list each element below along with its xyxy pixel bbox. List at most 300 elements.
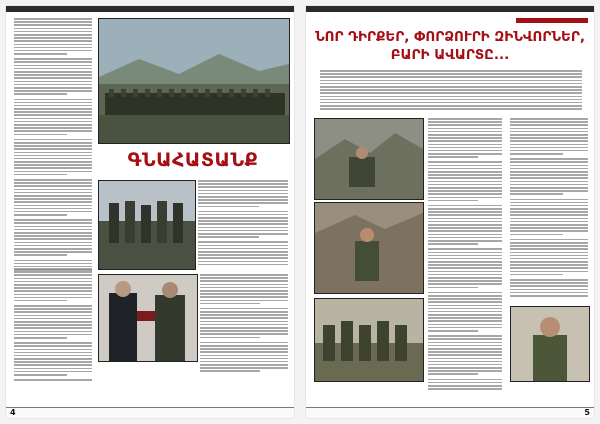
text-line	[428, 200, 478, 202]
text-line	[428, 161, 502, 163]
left-text-column-lower	[14, 268, 92, 382]
text-line	[200, 308, 288, 310]
section-label-bar	[516, 18, 588, 23]
text-line	[428, 221, 502, 223]
mountain-post-photo	[314, 118, 424, 200]
text-line	[428, 373, 478, 375]
text-line	[320, 70, 582, 72]
text-line	[14, 315, 92, 317]
text-line	[428, 224, 502, 226]
text-line	[510, 234, 563, 236]
text-line	[14, 155, 92, 157]
text-line	[320, 73, 582, 75]
text-line	[510, 285, 588, 287]
text-line	[510, 248, 588, 250]
text-line	[14, 208, 92, 210]
headline-line-1: ՆՈՐ ԴԻՐՔԵՐ, ՓՈՐՁՈՒՐԻ ԶԻՆՎՈՐՆԵՐ,	[314, 29, 586, 45]
text-line	[428, 351, 502, 353]
text-line	[428, 258, 502, 260]
text-line	[198, 202, 288, 204]
text-line	[428, 385, 502, 387]
text-line	[510, 165, 588, 167]
text-line	[510, 147, 588, 149]
text-line	[428, 308, 502, 310]
text-line	[14, 108, 92, 110]
text-line	[320, 76, 582, 78]
text-line	[14, 114, 92, 116]
text-line	[198, 261, 288, 263]
text-line	[510, 282, 588, 284]
lower-right-text-column	[200, 274, 288, 376]
lead-paragraph	[320, 70, 582, 111]
text-line	[198, 214, 288, 216]
text-line	[428, 314, 502, 316]
text-line	[14, 274, 92, 276]
text-line	[14, 18, 92, 20]
text-line	[14, 142, 92, 144]
text-line	[428, 382, 502, 384]
text-line	[510, 258, 588, 260]
text-line	[200, 330, 288, 332]
text-line	[200, 284, 288, 286]
text-line	[428, 240, 502, 242]
text-line	[428, 193, 502, 195]
text-line	[198, 248, 288, 250]
text-line	[14, 219, 92, 221]
text-line	[320, 102, 582, 104]
text-line	[428, 140, 502, 142]
text-line	[320, 92, 582, 94]
soldier-portrait-photo	[510, 306, 590, 382]
text-line	[510, 177, 588, 179]
group-soldiers-photo	[314, 298, 424, 382]
text-line	[428, 124, 502, 126]
text-line	[510, 261, 588, 263]
text-line	[428, 324, 502, 326]
text-line	[14, 278, 92, 280]
text-line	[428, 330, 478, 332]
text-line	[320, 83, 582, 85]
text-line	[200, 327, 288, 329]
text-line	[428, 267, 502, 269]
text-line	[14, 28, 92, 30]
text-line	[428, 218, 502, 220]
text-line	[510, 174, 588, 176]
text-line	[14, 368, 92, 370]
text-line	[14, 297, 92, 299]
text-line	[200, 287, 288, 289]
right-page-number: 5	[584, 408, 590, 417]
text-line	[428, 121, 502, 123]
text-line	[510, 161, 588, 163]
text-line	[428, 345, 502, 347]
feature-title: ԳՆԱՀԱՏԱՆՔ	[127, 149, 259, 171]
text-line	[14, 171, 92, 173]
text-line	[510, 208, 588, 210]
text-line	[198, 180, 288, 182]
text-line	[428, 287, 478, 289]
text-line	[14, 130, 92, 132]
text-line	[14, 235, 92, 237]
text-line	[14, 198, 92, 200]
text-line	[428, 264, 502, 266]
text-line	[428, 208, 502, 210]
text-line	[428, 234, 502, 236]
right-page-header-bar	[306, 6, 594, 12]
text-line	[428, 118, 502, 120]
text-line	[510, 168, 588, 170]
text-line	[320, 99, 582, 101]
text-line	[510, 221, 588, 223]
text-line	[200, 351, 288, 353]
text-line	[14, 245, 92, 247]
text-line	[428, 147, 502, 149]
text-line	[428, 338, 502, 340]
text-line	[14, 349, 92, 351]
text-line	[510, 190, 588, 192]
text-line	[510, 181, 588, 183]
text-line	[510, 137, 588, 139]
text-line	[428, 171, 502, 173]
text-line	[14, 31, 92, 33]
text-line	[14, 308, 92, 310]
text-line	[510, 230, 588, 232]
text-line	[428, 190, 502, 192]
text-line	[510, 289, 588, 291]
text-line	[428, 168, 502, 170]
text-line	[14, 211, 92, 213]
text-line	[510, 193, 563, 195]
text-line	[320, 86, 582, 88]
text-line	[428, 342, 502, 344]
text-line	[510, 131, 588, 133]
text-line	[198, 190, 288, 192]
text-line	[510, 171, 588, 173]
text-line	[428, 348, 502, 350]
text-line	[198, 233, 288, 235]
text-line	[14, 364, 92, 366]
text-line	[14, 50, 92, 52]
text-line	[14, 254, 67, 256]
text-line	[428, 367, 502, 369]
text-line	[14, 21, 92, 23]
text-line	[428, 388, 502, 390]
text-line	[14, 214, 67, 216]
text-line	[198, 193, 288, 195]
text-line	[320, 89, 582, 91]
text-line	[320, 105, 582, 107]
text-line	[14, 281, 92, 283]
text-line	[14, 192, 92, 194]
text-line	[510, 264, 588, 266]
text-line	[14, 68, 92, 70]
text-line	[14, 34, 92, 36]
text-line	[510, 252, 588, 254]
text-line	[198, 217, 288, 219]
text-line	[14, 324, 92, 326]
text-line	[428, 358, 502, 360]
text-line	[428, 292, 502, 294]
text-line	[14, 379, 92, 381]
text-line	[428, 137, 502, 139]
text-line	[14, 90, 92, 92]
text-line	[428, 361, 502, 363]
text-line	[200, 303, 260, 305]
text-line	[200, 321, 288, 323]
headline	[314, 28, 586, 64]
text-line	[14, 355, 92, 357]
text-line	[14, 352, 92, 354]
text-line	[428, 252, 502, 254]
text-line	[428, 305, 502, 307]
text-line	[428, 211, 502, 213]
text-line	[428, 165, 502, 167]
text-line	[14, 105, 92, 107]
text-line	[428, 156, 478, 158]
text-line	[200, 300, 288, 302]
text-line	[510, 140, 588, 142]
text-line	[198, 245, 288, 247]
right-page	[306, 6, 594, 418]
text-line	[14, 374, 67, 376]
text-line	[200, 337, 260, 339]
award-ceremony-photo	[98, 274, 198, 362]
text-line	[14, 251, 92, 253]
text-line	[14, 148, 92, 150]
text-line	[14, 311, 92, 313]
text-line	[200, 314, 288, 316]
text-line	[14, 134, 67, 136]
middle-text-column	[198, 180, 288, 267]
text-line	[428, 280, 502, 282]
text-line	[198, 199, 288, 201]
text-line	[510, 295, 588, 297]
text-line	[14, 205, 92, 207]
text-line	[14, 371, 92, 373]
text-line	[14, 93, 67, 95]
text-line	[510, 267, 588, 269]
text-line	[198, 206, 259, 208]
text-line	[14, 361, 92, 363]
text-line	[428, 177, 502, 179]
text-line	[428, 320, 502, 322]
text-line	[14, 238, 92, 240]
text-line	[14, 58, 92, 60]
text-line	[14, 294, 92, 296]
text-line	[428, 134, 502, 136]
text-line	[14, 260, 92, 262]
text-line	[428, 277, 502, 279]
text-line	[200, 364, 288, 366]
right-page-footer	[306, 407, 594, 418]
left-page	[6, 6, 294, 418]
text-line	[428, 379, 502, 381]
left-page-number: 4	[10, 408, 16, 417]
officers-photo	[98, 180, 196, 270]
text-line	[14, 37, 92, 39]
text-line	[428, 181, 502, 183]
text-line	[14, 121, 92, 123]
left-page-header-bar	[6, 6, 294, 12]
text-line	[14, 65, 92, 67]
text-line	[198, 230, 288, 232]
text-line	[200, 293, 288, 295]
text-line	[14, 248, 92, 250]
text-line	[510, 242, 588, 244]
text-line	[510, 153, 563, 155]
text-line	[14, 53, 67, 55]
text-line	[428, 364, 502, 366]
text-line	[198, 227, 288, 229]
right-text-column-1	[428, 118, 502, 391]
text-line	[510, 184, 588, 186]
text-line	[428, 197, 502, 199]
text-line	[198, 264, 288, 266]
text-line	[14, 179, 92, 181]
text-line	[428, 317, 502, 319]
text-line	[14, 284, 92, 286]
text-line	[428, 298, 502, 300]
text-line	[200, 358, 288, 360]
text-line	[198, 241, 288, 243]
text-line	[14, 61, 92, 63]
text-line	[428, 354, 502, 356]
text-line	[510, 271, 588, 273]
text-line	[14, 300, 67, 302]
text-line	[14, 158, 92, 160]
text-line	[428, 243, 478, 245]
text-line	[200, 280, 288, 282]
text-line	[198, 186, 288, 188]
text-line	[510, 227, 588, 229]
text-line	[510, 211, 588, 213]
text-line	[14, 24, 92, 26]
text-line	[200, 290, 288, 292]
text-line	[14, 201, 92, 203]
text-line	[14, 44, 92, 46]
text-line	[428, 150, 502, 152]
text-line	[14, 74, 92, 76]
text-line	[200, 367, 288, 369]
text-line	[14, 226, 92, 228]
text-line	[14, 152, 92, 154]
text-line	[428, 248, 502, 250]
text-line	[14, 102, 92, 104]
text-line	[428, 144, 502, 146]
text-line	[200, 296, 288, 298]
right-text-column-2	[510, 118, 588, 298]
text-line	[428, 301, 502, 303]
text-line	[510, 158, 588, 160]
text-line	[14, 167, 92, 169]
text-line	[14, 268, 92, 270]
text-line	[200, 333, 288, 335]
text-line	[14, 182, 92, 184]
text-line	[510, 124, 588, 126]
text-line	[428, 184, 502, 186]
text-line	[200, 370, 260, 372]
text-line	[14, 189, 92, 191]
text-line	[200, 361, 288, 363]
text-line	[14, 124, 92, 126]
text-line	[14, 40, 92, 42]
text-line	[428, 327, 502, 329]
text-line	[14, 127, 92, 129]
text-line	[198, 183, 288, 185]
text-line	[428, 335, 502, 337]
text-line	[198, 223, 288, 225]
text-line	[428, 205, 502, 207]
text-line	[14, 321, 92, 323]
text-line	[198, 254, 288, 256]
text-line	[14, 263, 92, 265]
text-line	[510, 224, 588, 226]
text-line	[14, 81, 92, 83]
text-line	[200, 324, 288, 326]
text-line	[200, 277, 288, 279]
text-line	[428, 214, 502, 216]
text-line	[200, 345, 288, 347]
text-line	[428, 274, 502, 276]
text-line	[428, 227, 502, 229]
text-line	[320, 80, 582, 82]
text-line	[14, 77, 92, 79]
text-line	[428, 131, 502, 133]
text-line	[14, 145, 92, 147]
text-line	[428, 283, 502, 285]
text-line	[510, 187, 588, 189]
text-line	[14, 345, 92, 347]
soldiers-formation-photo	[98, 18, 290, 144]
text-line	[14, 111, 92, 113]
text-line	[320, 96, 582, 98]
text-line	[14, 71, 92, 73]
text-line	[14, 318, 92, 320]
text-line	[510, 218, 588, 220]
soldier-rocks-photo	[314, 202, 424, 294]
text-line	[198, 251, 288, 253]
text-line	[428, 295, 502, 297]
text-line	[510, 245, 588, 247]
text-line	[14, 47, 92, 49]
text-line	[14, 118, 92, 120]
text-line	[198, 196, 288, 198]
text-line	[428, 153, 502, 155]
text-line	[510, 199, 588, 201]
text-line	[14, 334, 92, 336]
text-line	[510, 150, 588, 152]
text-line	[14, 87, 92, 89]
text-line	[14, 305, 92, 307]
text-line	[14, 358, 92, 360]
headline-line-2: ԲԱՐԻ ԱՎԱՐՏԸ...	[390, 47, 510, 63]
text-line	[510, 205, 588, 207]
text-line	[198, 220, 288, 222]
text-line	[14, 139, 92, 141]
text-line	[14, 342, 92, 344]
text-line	[510, 214, 588, 216]
text-line	[14, 331, 92, 333]
text-line	[14, 174, 67, 176]
text-line	[14, 185, 92, 187]
text-line	[200, 342, 288, 344]
text-line	[14, 229, 92, 231]
text-line	[14, 242, 92, 244]
text-line	[510, 202, 588, 204]
left-text-column	[14, 18, 92, 272]
text-line	[428, 261, 502, 263]
text-line	[14, 84, 92, 86]
